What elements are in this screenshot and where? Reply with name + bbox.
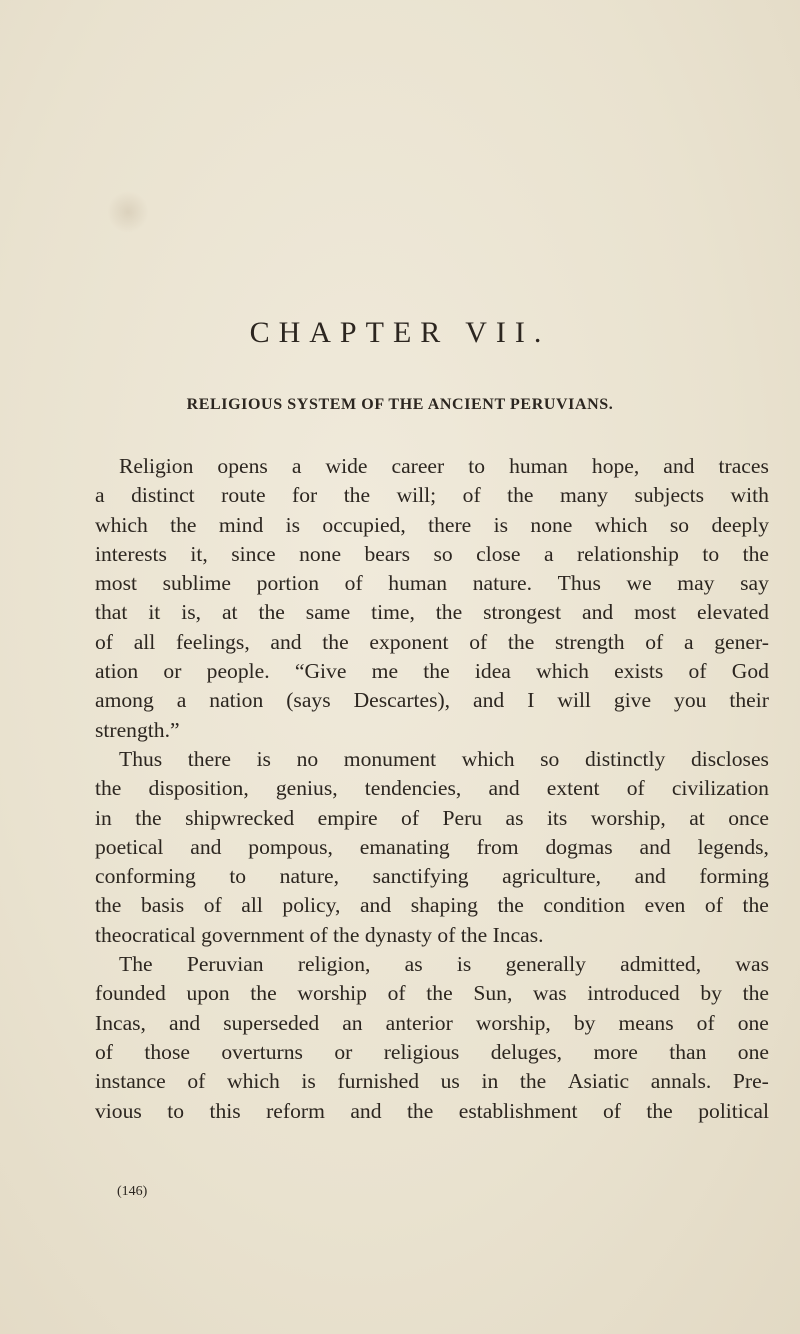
text-line: interests it, since none bears so close a relationship to the bbox=[95, 541, 769, 566]
text-line: vious to this reform and the establishment of the political bbox=[95, 1098, 769, 1123]
text-line: which the mind is occupied, there is none which so deeply bbox=[95, 512, 769, 537]
text-line: Thus there is no monument which so distinctly discloses bbox=[119, 746, 769, 771]
text-line: strength.” bbox=[95, 717, 180, 742]
text-line: the basis of all policy, and shaping the condition even of the bbox=[95, 893, 769, 918]
text-line: among a nation (says Descartes), and I will give you their bbox=[95, 688, 769, 713]
text-line: Religion opens a wide career to human hope, and traces bbox=[119, 454, 769, 478]
text-line: of those overturns or religious deluges, more than one bbox=[95, 1039, 769, 1064]
text-line: conforming to nature, sanctifying agriculture, and forming bbox=[95, 864, 769, 889]
text-line: the disposition, genius, tendencies, and extent of civilization bbox=[95, 776, 769, 801]
page-number: (146) bbox=[117, 1184, 148, 1199]
text-line: a distinct route for the will; of the many subjects with bbox=[95, 483, 769, 508]
text-line: of all feelings, and the exponent of the strength of a gener- bbox=[95, 629, 769, 654]
chapter-subtitle: RELIGIOUS SYSTEM OF THE ANCIENT PERUVIANS. bbox=[186, 396, 614, 413]
text-line: theocratical government of the dynasty of the Incas. bbox=[95, 922, 544, 947]
text-line: instance of which is furnished us in the Asiatic annals. Pre- bbox=[95, 1069, 769, 1094]
text-line: most sublime portion of human nature. Thus we may say bbox=[95, 571, 769, 596]
text-line: poetical and pompous, emanating from dogmas and legends, bbox=[95, 834, 769, 859]
text-line: in the shipwrecked empire of Peru as its worship, at once bbox=[95, 805, 769, 830]
chapter-heading: CHAPTER VII. bbox=[249, 316, 551, 349]
text-line: that it is, at the same time, the strongest and most elevated bbox=[95, 600, 769, 625]
text-line: founded upon the worship of the Sun, was introduced by the bbox=[95, 981, 769, 1006]
text-line: Incas, and superseded an anterior worship, by means of one bbox=[95, 1010, 769, 1035]
text-line: The Peruvian religion, as is generally admitted, was bbox=[119, 952, 769, 977]
text-line: ation or people. “Give me the idea which exists of God bbox=[95, 659, 769, 684]
paper-stain bbox=[108, 190, 148, 234]
body-text bbox=[95, 452, 769, 1126]
